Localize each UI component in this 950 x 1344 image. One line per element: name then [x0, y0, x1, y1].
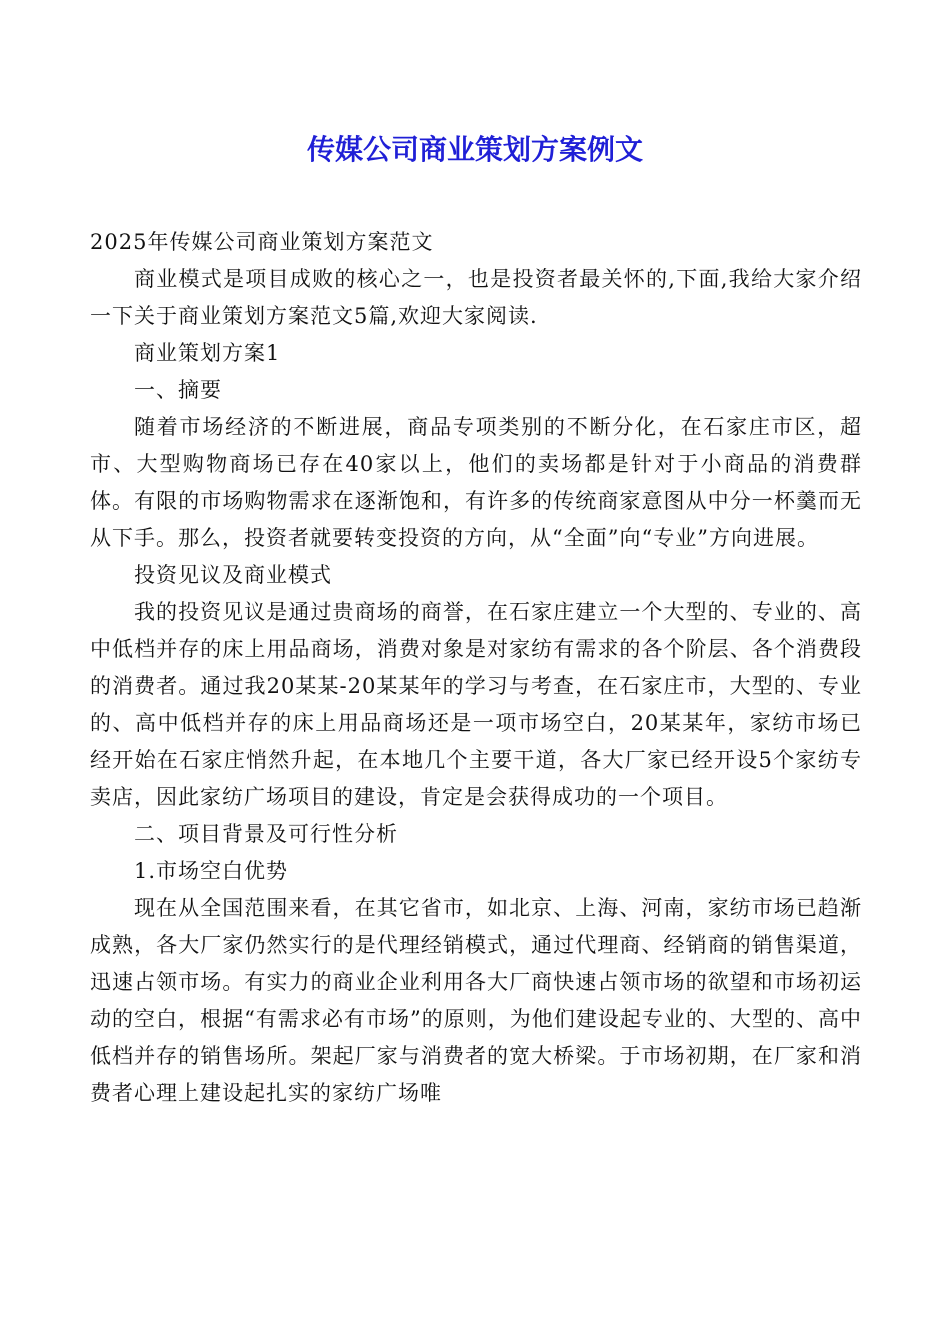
document-title: 传媒公司商业策划方案例文 — [306, 133, 643, 166]
paragraph: 现在从全国范围来看，在其它省市，如北京、上海、河南，家纺市场已趋渐成熟，各大厂家仍然实行的是代理经销模式，通过代理商、经销商的销售渠道，迅速占领市场。有实力的商业企业利用各大厂商快速占领市场的欲望和市场初运动的空白，根据“有需求必有市场”的原则，为他们建设起专业的、大型的、高中低档并存的销售场所。架起厂家与消费者的宽大桥梁。于市场初期，在厂家和消费者心理上建设起扎实的家纺广场唯 — [90, 896, 862, 1105]
paragraph: 1.市场空白优势 — [134, 859, 289, 883]
document-body — [90, 224, 862, 1112]
paragraph: 投资见议及商业模式 — [134, 563, 332, 587]
paragraph: 一、摘要 — [134, 378, 222, 402]
paragraph: 二、项目背景及可行性分析 — [134, 822, 398, 846]
paragraph: 商业模式是项目成败的核心之一，也是投资者最关怀的,下面,我给大家介绍一下关于商业策划方案范文5篇,欢迎大家阅读. — [90, 267, 862, 328]
paragraph: 2025年传媒公司商业策划方案范文 — [90, 230, 434, 254]
paragraph: 随着市场经济的不断进展，商品专项类别的不断分化，在石家庄市区，超市、大型购物商场已存在40家以上，他们的卖场都是针对于小商品的消费群体。有限的市场购物需求在逐渐饱和，有许多的传统商家意图从中分一杯羹而无从下手。那么，投资者就要转变投资的方向，从“全面”向“专业”方向进展。 — [90, 415, 862, 550]
paragraph: 商业策划方案1 — [134, 341, 281, 365]
paragraph: 我的投资见议是通过贵商场的商誉，在石家庄建立一个大型的、专业的、高中低档并存的床上用品商场，消费对象是对家纺有需求的各个阶层、各个消费段的消费者。通过我20某某-20某某年的学习与考查，在石家庄市，大型的、专业的、高中低档并存的床上用品商场还是一项市场空白，20某某年，家纺市场已经开始在石家庄悄然升起，在本地几个主要干道，各大厂家已经开设5个家纺专卖店，因此家纺广场项目的建设，肯定是会获得成功的一个项目。 — [90, 600, 862, 809]
